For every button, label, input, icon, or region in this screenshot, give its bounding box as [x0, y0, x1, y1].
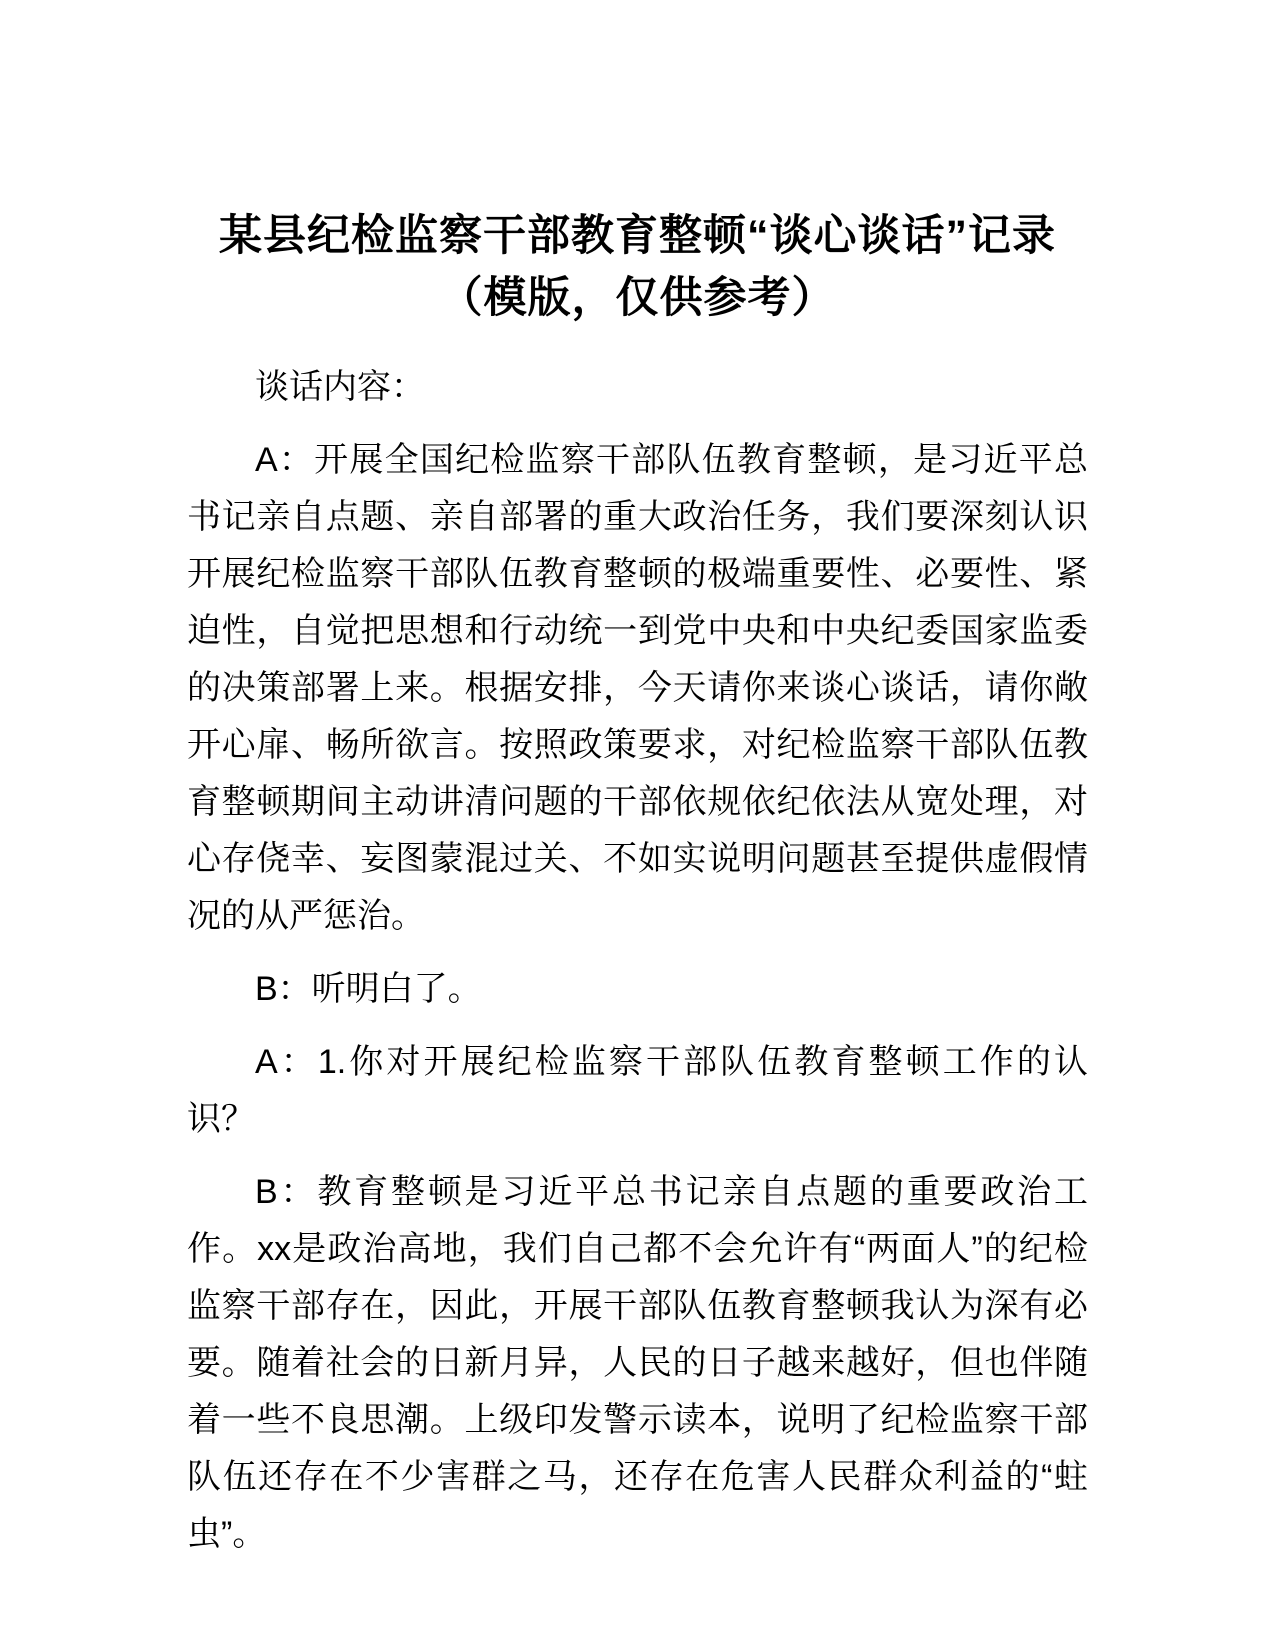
document-title-line-2: （模版，仅供参考）: [439, 274, 836, 322]
dialog-content-heading: 谈话内容：: [255, 368, 425, 406]
document-title-line-1: 某县纪检监察干部教育整顿“谈心谈话”记录: [219, 212, 1056, 260]
paragraph-speaker-b-acknowledge: B：听明白了。: [255, 970, 482, 1008]
paragraph-speaker-a-question-1: A：1.你对开展纪检监察干部队伍教育整顿工作的认识？: [187, 1043, 1088, 1138]
document-title: [187, 205, 1088, 329]
paragraph-speaker-b-answer-1: B：教育整顿是习近平总书记亲自点题的重要政治工作。xx是政治高地，我们自己都不会允许有“两面人”的纪检监察干部存在，因此，开展干部队伍教育整顿我认为深有必要。随着社会的日新月异，人民的日子越来越好，但也伴随着一些不良思潮。上级印发警示读本，说明了纪检监察干部队伍还存在不少害群之马，还存在危害人民群众利益的“蛀虫”。: [187, 1173, 1088, 1553]
paragraph-speaker-a-opening: A：开展全国纪检监察干部队伍教育整顿，是习近平总书记亲自点题、亲自部署的重大政治任务，我们要深刻认识开展纪检监察干部队伍教育整顿的极端重要性、必要性、紧迫性，自觉把思想和行动统一到党中央和中央纪委国家监委的决策部署上来。根据安排，今天请你来谈心谈话，请你敞开心扉、畅所欲言。按照政策要求，对纪检监察干部队伍教育整顿期间主动讲清问题的干部依规依纪依法从宽处理，对心存侥幸、妄图蒙混过关、不如实说明问题甚至提供虚假情况的从严惩治。: [187, 441, 1088, 935]
